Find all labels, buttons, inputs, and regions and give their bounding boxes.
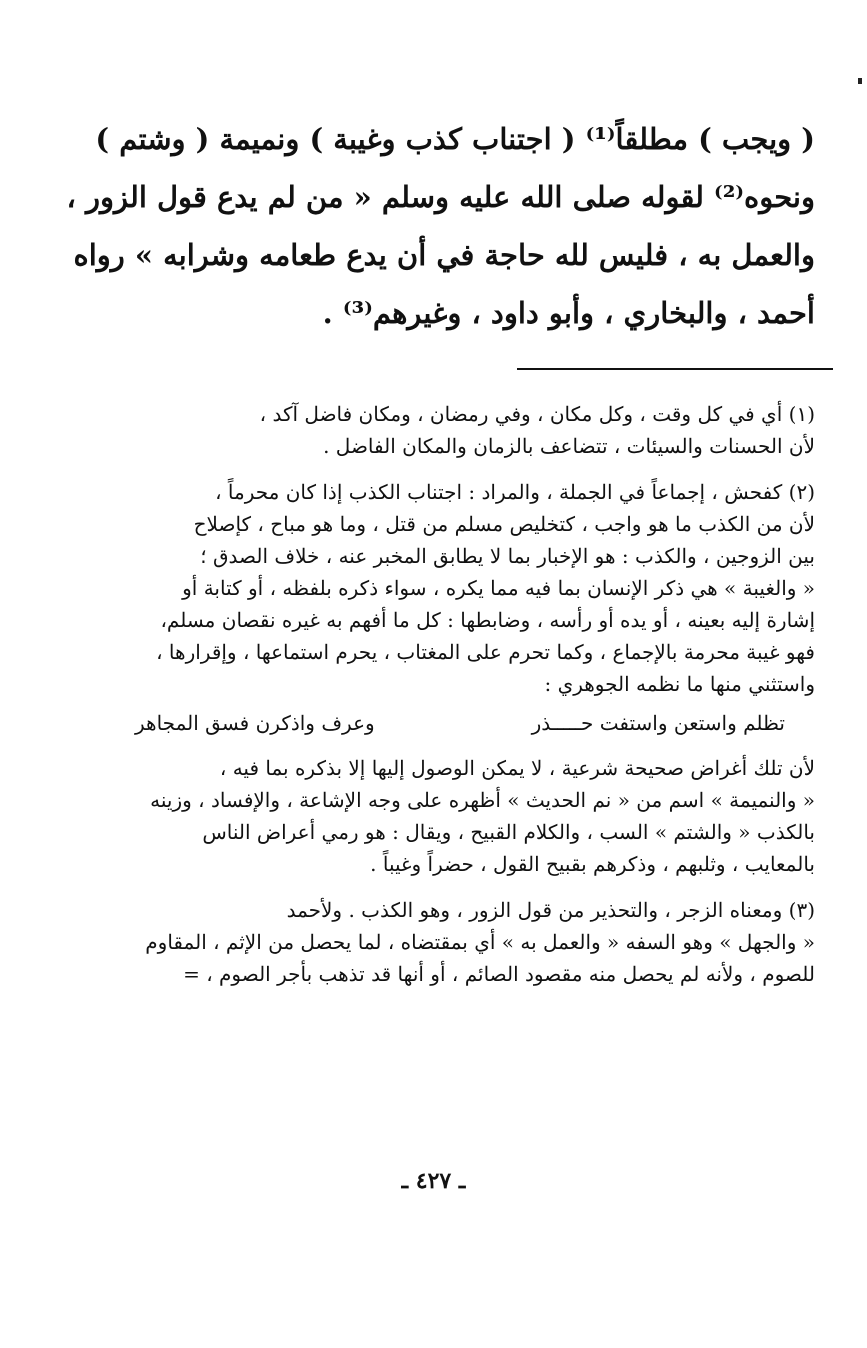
footnote-line: واستثني منها ما نظمه الجوهري :	[544, 672, 815, 696]
scan-speck	[858, 78, 862, 84]
footnote-line: إشارة إليه بعينه ، أو يده أو رأسه ، وضابطها : كل ما أفهم به غيره نقصان مسلم،	[160, 608, 815, 632]
footnote-1	[95, 398, 815, 462]
footnote-line: بالمعايب ، وثلبهم ، وذكرهم بقبيح القول ، حضراً وغيباً .	[370, 852, 815, 876]
main-line: ( ويجب ) مطلقاً⁽¹⁾ ( اجتناب كذب وغيبة ) ونميمة ( وشتم )	[95, 122, 815, 156]
footnote-line: لأن من الكذب ما هو واجب ، كتخليص مسلم من قتل ، وما هو مباح ، كإصلاح	[193, 512, 815, 536]
verse-hemistich-1: تظلم واستعن واستفت حـــــذر	[531, 711, 785, 735]
footnote-line: (١) أي في كل وقت ، وكل مكان ، وفي رمضان ، ومكان فاضل آكد ،	[259, 402, 815, 426]
footnote-line: فهو غيبة محرمة بالإجماع ، وكما تحرم على المغتاب ، يحرم استماعها ، وإقرارها ،	[156, 640, 815, 664]
footnote-line: لأن الحسنات والسيئات ، تتضاعف بالزمان والمكان الفاضل .	[323, 434, 815, 458]
footnote-line: « والجهل » وهو السفه « والعمل به » أي بمقتضاه ، لما يحصل من الإثم ، المقاوم	[145, 930, 815, 954]
footnote-3	[95, 894, 815, 990]
main-line: أحمد ، والبخاري ، وأبو داود ، وغيرهم⁽³⁾ .	[322, 296, 815, 330]
main-text-block	[66, 110, 815, 342]
footnote-2-continuation	[95, 752, 815, 880]
verse-hemistich-2: وعرف واذكرن فسق المجاهر	[135, 711, 375, 735]
main-paragraph	[66, 110, 815, 342]
footnote-2	[95, 476, 815, 700]
footnote-line: « والغيبة » هي ذكر الإنسان بما فيه مما يكره ، سواء ذكره بلفظه ، أو كتابة أو	[182, 576, 815, 600]
footnote-line: (٣) ومعناه الزجر ، والتحذير من قول الزور ، وهو الكذب . ولأحمد	[286, 898, 815, 922]
main-line: والعمل به ، فليس لله حاجة في أن يدع طعامه وشرابه » رواه	[73, 238, 815, 272]
footnote-line: « والنميمة » اسم من « نم الحديث » أظهره على وجه الإشاعة ، والإفساد ، وزينه	[150, 788, 815, 812]
page-number: ـ ٤٢٧ ـ	[401, 1168, 466, 1194]
footnote-line: بين الزوجين ، والكذب : هو الإخبار بما لا يطابق المخبر عنه ، خلاف الصدق ؛	[200, 544, 815, 568]
footnote-line: (٢) كفحش ، إجماعاً في الجملة ، والمراد : اجتناب الكذب إذا كان محرماً ،	[215, 480, 815, 504]
footnote-line: للصوم ، ولأنه لم يحصل منه مقصود الصائم ، أو أنها قد تذهب بأجر الصوم ، =	[183, 962, 815, 986]
main-line: ونحوه⁽²⁾ لقوله صلى الله عليه وسلم « من لم يدع قول الزور ،	[66, 180, 815, 214]
footnote-line: بالكذب « والشتم » السب ، والكلام القبيح ، ويقال : هو رمي أعراض الناس	[202, 820, 815, 844]
footnote-line: لأن تلك أغراض صحيحة شرعية ، لا يمكن الوصول إليها إلا بذكره بما فيه ،	[219, 756, 815, 780]
poem-verse	[95, 700, 815, 752]
footnote-separator	[517, 368, 833, 370]
footnotes	[95, 398, 815, 1004]
